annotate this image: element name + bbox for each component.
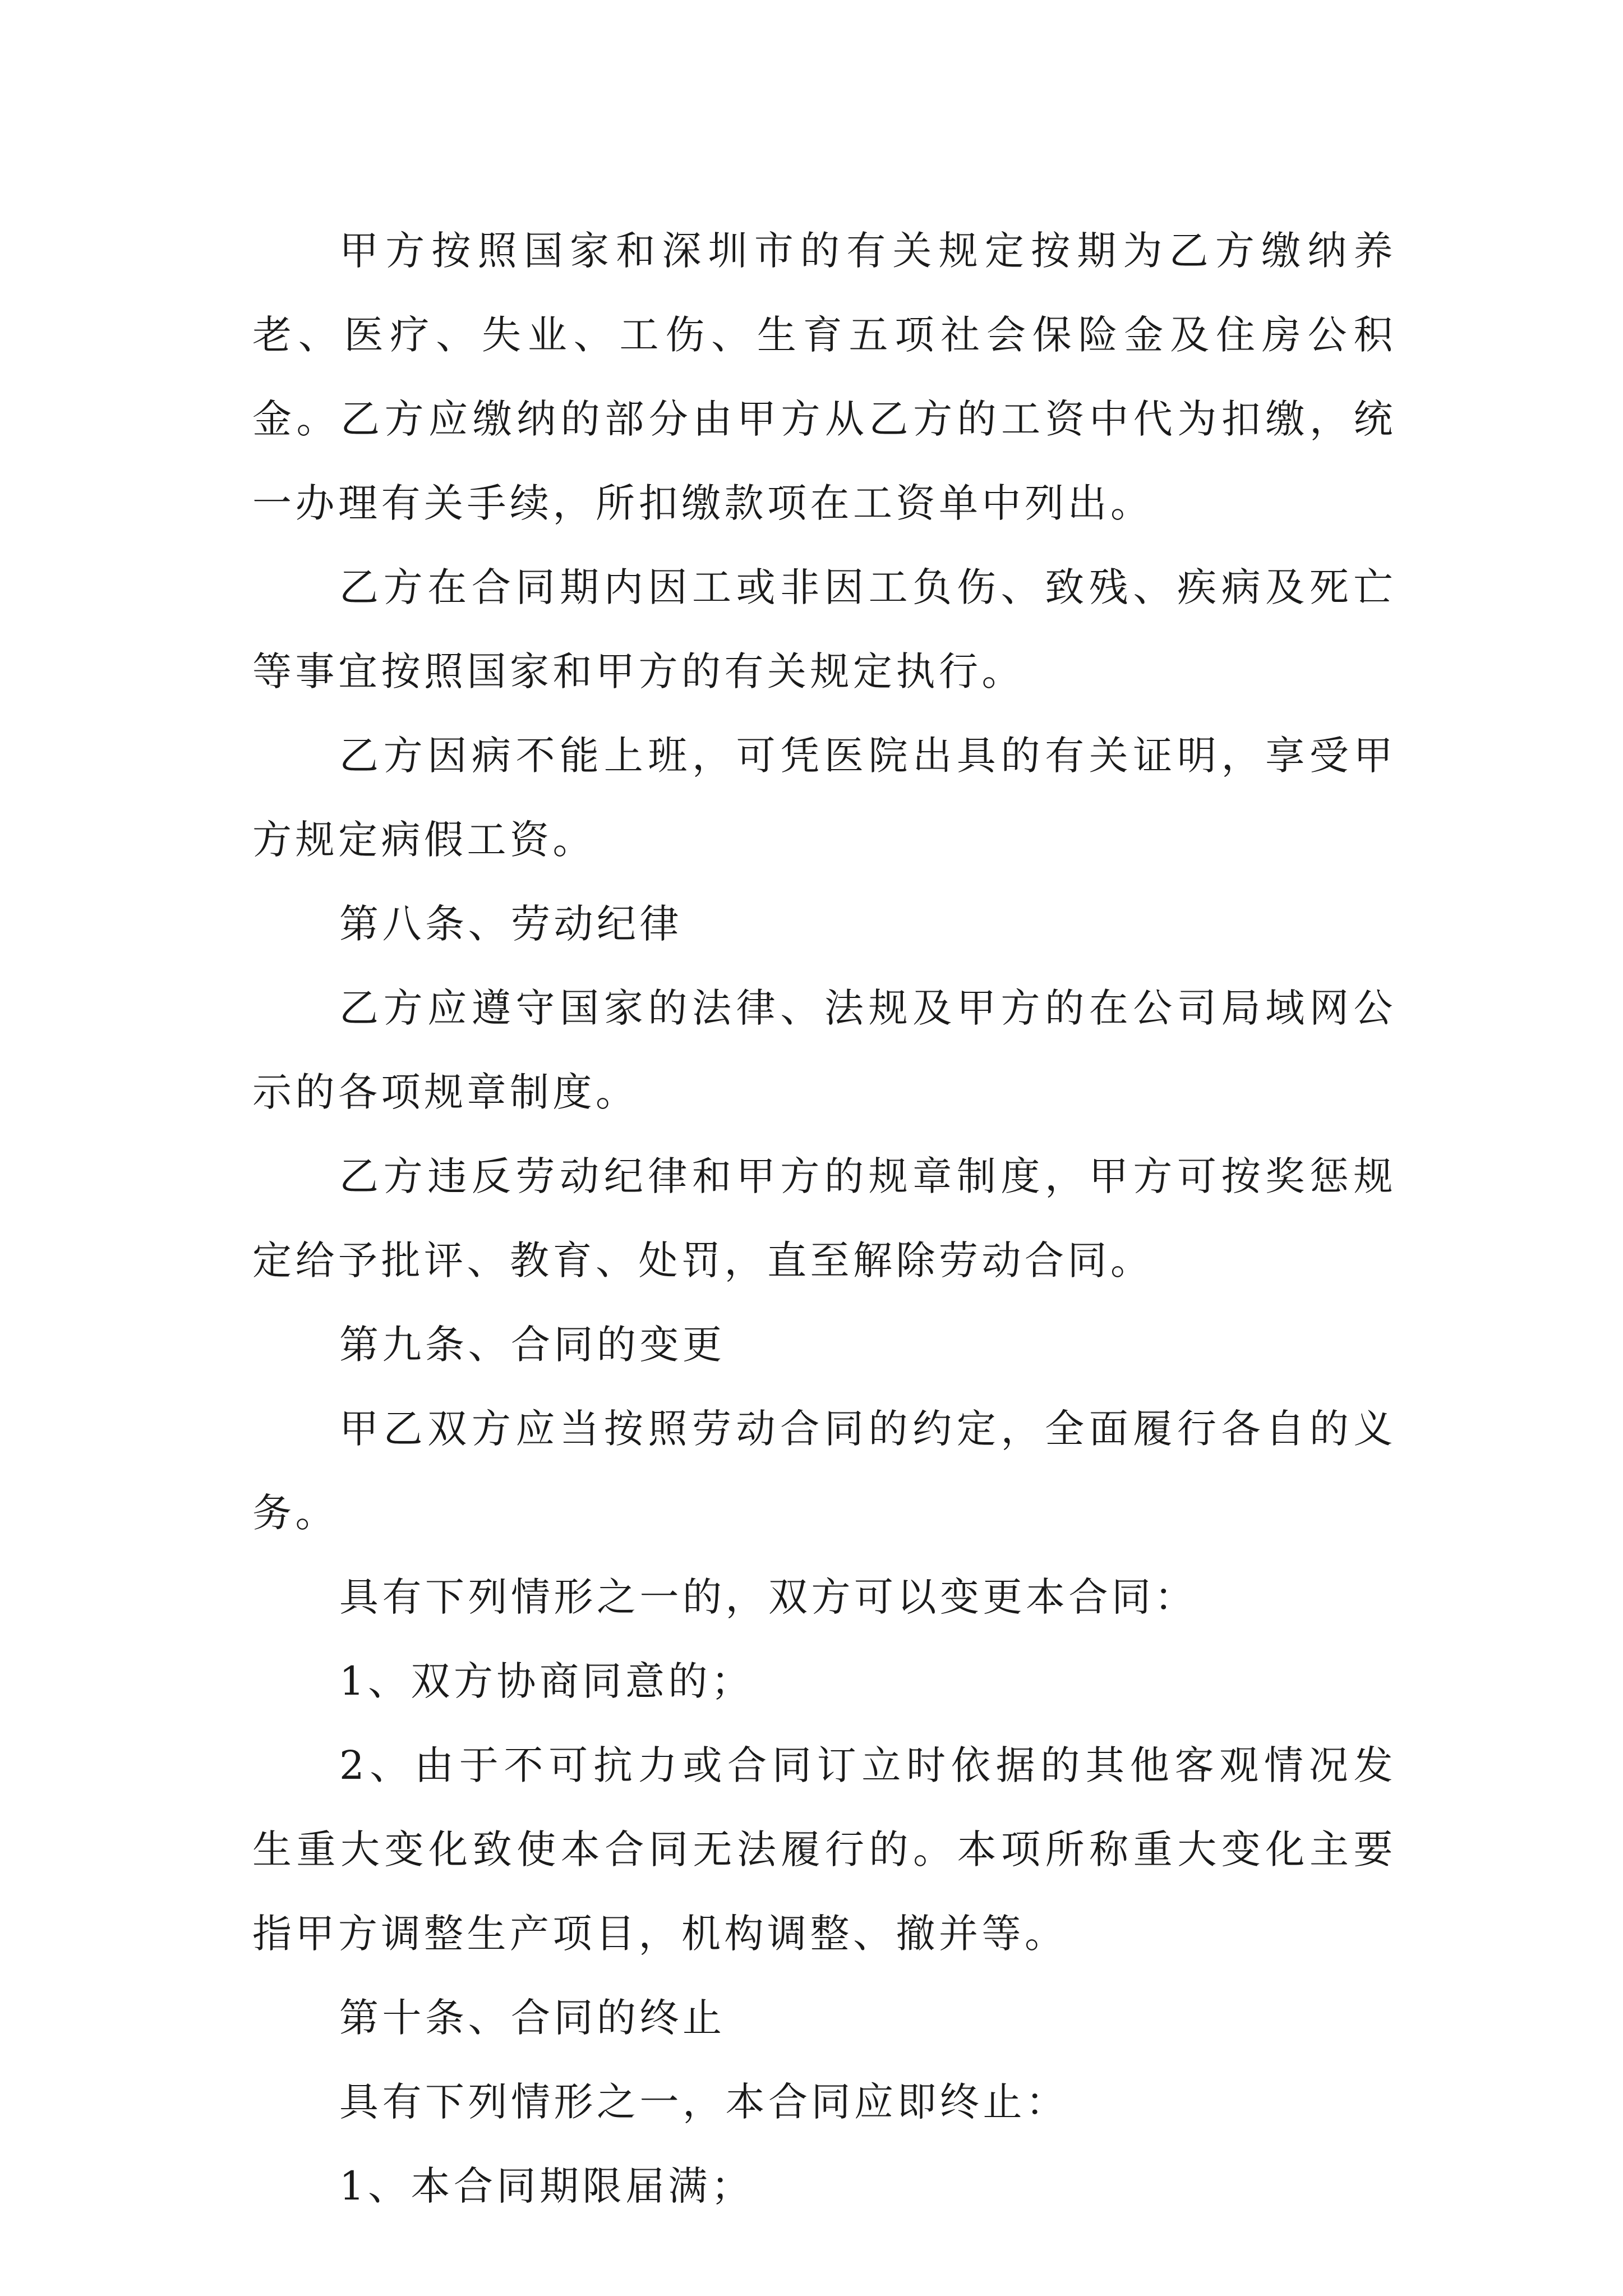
paragraph-discipline-violation: 乙方违反劳动纪律和甲方的规章制度，甲方可按奖惩规定给予批评、教育、处罚，直至解除劳动合同。 <box>252 1153 1396 1283</box>
paragraph-social-insurance: 甲方按照国家和深圳市的有关规定按期为乙方缴纳养老、医疗、失业、工伤、生育五项社会保险金及住房公积金。乙方应缴纳的部分由甲方从乙方的工资中代为扣缴，统一办理有关手续，所扣缴款项在工资单中列出。 <box>252 228 1396 526</box>
list-item-change-2: 2、由于不可抗力或合同订立时依据的其他客观情况发生重大变化致使本合同无法履行的。本项所称重大变化主要指甲方调整生产项目，机构调整、撤并等。 <box>252 1742 1396 1957</box>
heading-article-10: 第十条、合同的终止 <box>339 1995 726 2041</box>
paragraph-obey-rules: 乙方应遵守国家的法律、法规及甲方的在公司局域网公示的各项规章制度。 <box>252 985 1396 1115</box>
paragraph-perform-obligations: 甲乙双方应当按照劳动合同的约定，全面履行各自的义务。 <box>252 1406 1396 1536</box>
paragraph-sick-leave: 乙方因病不能上班，可凭医院出具的有关证明，享受甲方规定病假工资。 <box>252 733 1396 863</box>
paragraph-injury-death: 乙方在合同期内因工或非因工负伤、致残、疾病及死亡等事宜按照国家和甲方的有关规定执行。 <box>252 564 1396 694</box>
contract-body <box>252 209 1396 2228</box>
paragraph-change-conditions: 具有下列情形之一的，双方可以变更本合同： <box>339 1574 1197 1620</box>
heading-article-8: 第八条、劳动纪律 <box>339 901 683 947</box>
list-item-change-1: 1、双方协商同意的； <box>339 1658 754 1704</box>
heading-article-9: 第九条、合同的变更 <box>339 1322 726 1368</box>
list-item-termination-1: 1、本合同期限届满； <box>339 2163 754 2209</box>
paragraph-termination-conditions: 具有下列情形之一，本合同应即终止： <box>339 2079 1069 2125</box>
